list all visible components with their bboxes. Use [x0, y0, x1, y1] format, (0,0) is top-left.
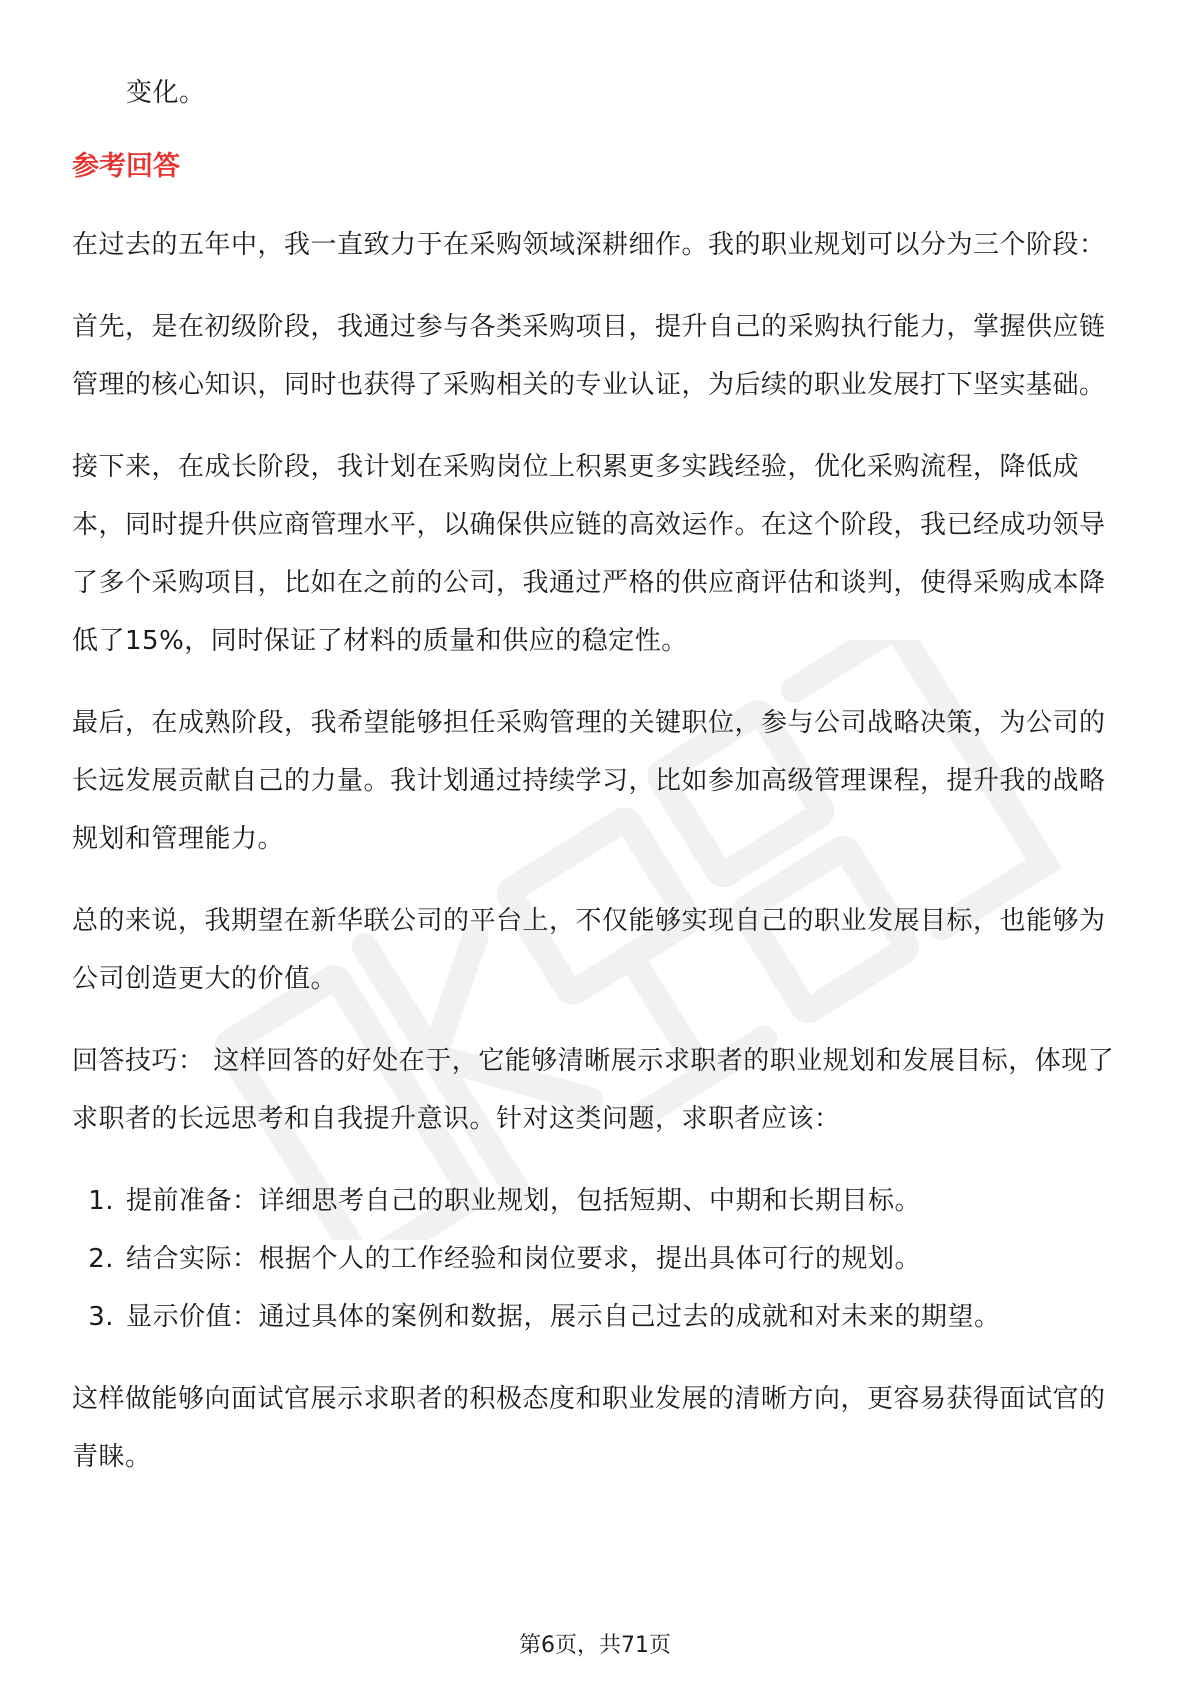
list-item-number: 1.	[88, 1186, 114, 1216]
continuation-text: 变化。	[126, 78, 206, 108]
list-item-number: 3.	[88, 1302, 114, 1332]
tips-list	[72, 1172, 1120, 1346]
paragraph-tips-intro: 回答技巧： 这样回答的好处在于，它能够清晰展示求职者的职业规划和发展目标，体现了求职者的长远思考和自我提升意识。针对这类问题，求职者应该：	[72, 1046, 1115, 1134]
paragraph-intro: 在过去的五年中，我一直致力于在采购领域深耕细作。我的职业规划可以分为三个阶段：	[72, 230, 1106, 260]
list-item-number: 2.	[88, 1244, 114, 1274]
section-title: 参考回答	[72, 151, 180, 182]
paragraph-summary: 总的来说，我期望在新华联公司的平台上，不仅能够实现自己的职业发展目标，也能够为公司创造更大的价值。	[72, 906, 1106, 994]
list-item	[72, 1288, 1120, 1346]
list-item-text: 提前准备：详细思考自己的职业规划，包括短期、中期和长期目标。	[126, 1186, 922, 1216]
list-item-text: 显示价值：通过具体的案例和数据，展示自己过去的成就和对未来的期望。	[126, 1302, 1001, 1332]
paragraph-stage-1: 首先，是在初级阶段，我通过参与各类采购项目，提升自己的采购执行能力，掌握供应链管理的核心知识，同时也获得了采购相关的专业认证，为后续的职业发展打下坚实基础。	[72, 312, 1106, 400]
paragraph-closing: 这样做能够向面试官展示求职者的积极态度和职业发展的清晰方向，更容易获得面试官的青睐。	[72, 1384, 1106, 1472]
document-body	[72, 64, 1120, 1510]
paragraph-stage-2: 接下来，在成长阶段，我计划在采购岗位上积累更多实践经验，优化采购流程，降低成本，同时提升供应商管理水平，以确保供应链的高效运作。在这个阶段，我已经成功领导了多个采购项目，比如在之前的公司，我通过严格的供应商评估和谈判，使得采购成本降低了15%，同时保证了材料的质量和供应的稳定性。	[72, 452, 1106, 656]
page-number: 第6页，共71页	[519, 1633, 671, 1658]
list-item-text: 结合实际：根据个人的工作经验和岗位要求，提出具体可行的规划。	[126, 1244, 922, 1274]
paragraph-stage-3: 最后，在成熟阶段，我希望能够担任采购管理的关键职位，参与公司战略决策，为公司的长远发展贡献自己的力量。我计划通过持续学习，比如参加高级管理课程，提升我的战略规划和管理能力。	[72, 708, 1106, 854]
list-item	[72, 1172, 1120, 1230]
list-item	[72, 1230, 1120, 1288]
